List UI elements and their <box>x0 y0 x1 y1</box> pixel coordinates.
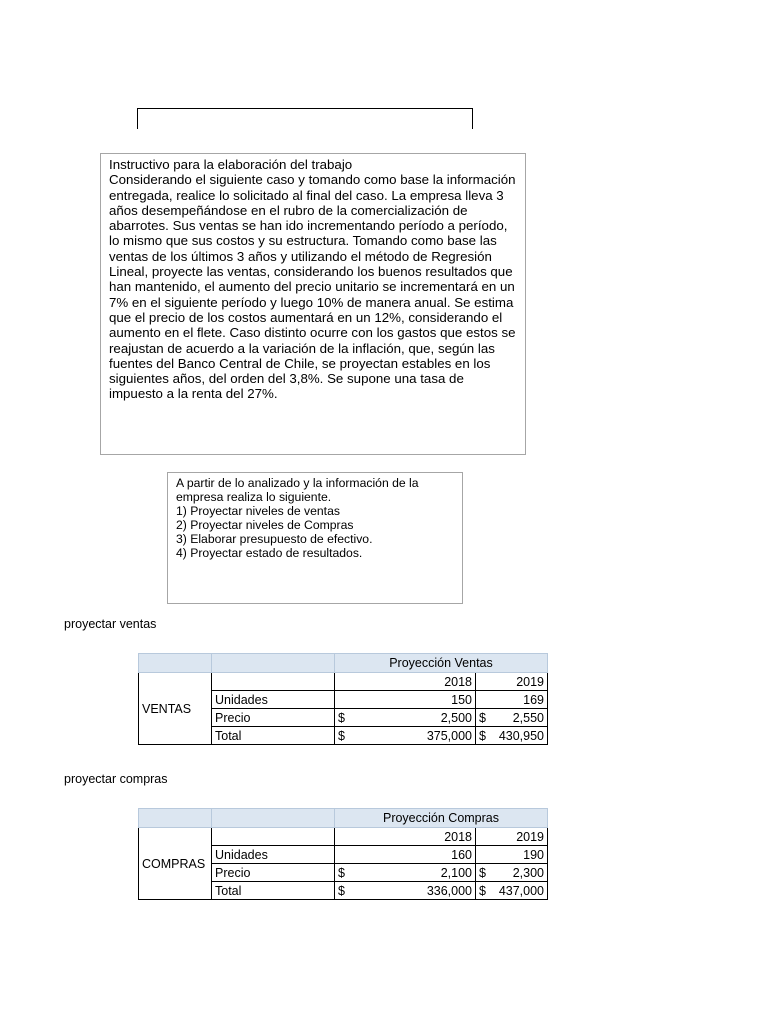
cell-value: 169 <box>476 691 548 709</box>
instructions-body: Considerando el siguiente caso y tomando como base la información entregada, realice lo solicitado al final del caso. La empresa lleva 3 años desempeñándose en el rubro de la comercialización de abarrotes. Sus ventas se han ido incrementando período a período, lo mismo que sus costos y su estructura. Tomando como base las ventas de los últimos 3 años y utilizando el método de Regresión Lineal, proyecte las ventas, considerando los buenos resultados que han mantenido, el aumento del precio unitario se incrementará en un 7% en el siguiente período y luego 10% de manera anual. Se estima que el precio de los costos aumentará en un 12%, considerando el aumento en el flete. Caso distinto ocurre con los gastos que estos se reajustan de acuerdo a la variación de la inflación, que, según las fuentes del Banco Central de Chile, se proyectan estables en los siguientes años, del orden del 3,8%. Se supone una tasa de impuesto a la renta del 27%. <box>109 172 516 402</box>
table-row <box>139 828 548 846</box>
cell-value: 160 <box>335 846 476 864</box>
instructions-box <box>100 153 526 455</box>
tasks-intro: A partir de lo analizado y la información de la empresa realiza lo siguiente. <box>176 476 419 504</box>
header-frame <box>137 108 473 129</box>
task-item: 2) Proyectar niveles de Compras <box>176 518 354 532</box>
cell-value: 2,500 <box>440 710 472 725</box>
row-label: Precio <box>212 864 335 882</box>
ventas-heading: proyectar ventas <box>64 617 157 631</box>
task-item: 3) Elaborar presupuesto de efectivo. <box>176 532 373 546</box>
cell-value: 430,950 <box>498 728 544 743</box>
cell-value: 2,550 <box>512 710 544 725</box>
currency-symbol: $ <box>338 710 345 725</box>
row-label: Total <box>212 727 335 745</box>
instructions-title: Instructivo para la elaboración del trabajo <box>109 157 353 172</box>
currency-symbol: $ <box>479 883 486 898</box>
table-title: Proyección Ventas <box>335 654 548 673</box>
task-item: 1) Proyectar niveles de ventas <box>176 504 340 518</box>
year-header: 2018 <box>335 828 476 846</box>
currency-symbol: $ <box>338 883 345 898</box>
row-label: Total <box>212 882 335 900</box>
cell-value: 437,000 <box>498 883 544 898</box>
currency-symbol: $ <box>338 728 345 743</box>
table-row <box>139 673 548 691</box>
currency-symbol: $ <box>479 865 486 880</box>
ventas-table <box>138 653 548 745</box>
cell-value: 150 <box>335 691 476 709</box>
currency-symbol: $ <box>338 865 345 880</box>
currency-symbol: $ <box>479 710 486 725</box>
cell-value: 190 <box>476 846 548 864</box>
compras-heading: proyectar compras <box>64 772 168 786</box>
compras-table <box>138 808 548 900</box>
row-label: Unidades <box>212 846 335 864</box>
year-header: 2018 <box>335 673 476 691</box>
row-label: Precio <box>212 709 335 727</box>
row-label: Unidades <box>212 691 335 709</box>
cell-value: 375,000 <box>426 728 472 743</box>
currency-symbol: $ <box>479 728 486 743</box>
cell-value: 2,300 <box>512 865 544 880</box>
year-header: 2019 <box>476 828 548 846</box>
task-item: 4) Proyectar estado de resultados. <box>176 546 363 560</box>
table-header-row <box>139 809 548 828</box>
section-label: COMPRAS <box>139 828 212 900</box>
tasks-box <box>167 472 463 604</box>
cell-value: 2,100 <box>440 865 472 880</box>
cell-value: 336,000 <box>426 883 472 898</box>
year-header: 2019 <box>476 673 548 691</box>
table-header-row <box>139 654 548 673</box>
section-label: VENTAS <box>139 673 212 745</box>
table-title: Proyección Compras <box>335 809 548 828</box>
